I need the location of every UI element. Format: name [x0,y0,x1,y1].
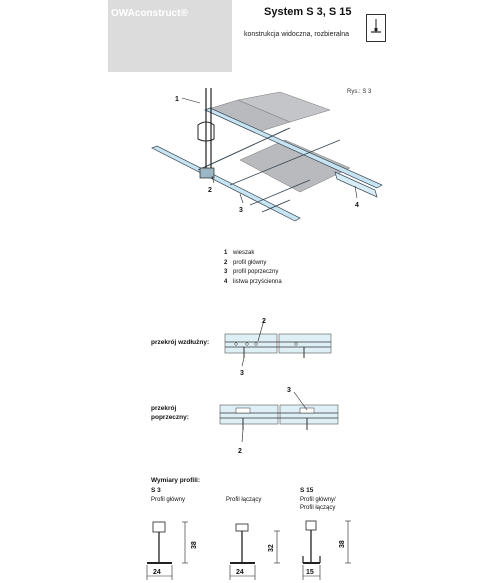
legend-item: 4 listwa przyścienna [224,278,282,285]
profile-s3-connector-drawing [230,524,280,580]
section-long-callout-bottom: 3 [240,370,244,377]
profile-s15-height: 38 [339,540,346,548]
profile-s15-drawing [303,521,351,580]
s15-label: S 15 [300,487,314,494]
callout-3: 3 [239,207,243,214]
s3-label: S 3 [151,487,161,494]
page-subtitle: konstrukcja widoczna, rozbieralna [244,31,350,38]
dimensions-title: Wymiary profili: [151,477,201,484]
profile-s3-main-drawing [147,522,198,580]
callout-4: 4 [355,202,359,209]
profile-s3-connector-width: 24 [236,569,244,576]
profile-s15-label-line1: Profil główny/ [300,497,336,503]
longitudinal-section-drawing [225,318,331,377]
longitudinal-section-label: przekrój wzdłużny: [151,339,210,346]
legend [224,249,282,287]
profile-s15-label-line2: Profil łączący [300,505,336,511]
profile-s3-main-width: 24 [153,569,161,576]
cross-profile-3 [250,180,310,205]
legend-item: 2 profil główny [224,259,267,266]
section-trans-callout-top: 3 [287,387,291,394]
figure-reference: Rys.: S 3 [347,89,372,95]
legend-item: 1 wieszak [224,250,255,256]
profile-s15-width: 15 [306,569,314,576]
profile-s3-connector-label: Profil łączący [226,497,262,503]
profile-s3-main-label: Profil główny [151,497,186,503]
transverse-section-label-line2: poprzeczny: [151,414,189,421]
callout-1: 1 [175,96,179,103]
brand-logo: OWAconstruct® [111,8,188,19]
section-trans-callout-bottom: 2 [238,448,242,455]
callout-2: 2 [208,187,212,194]
transverse-section-drawing [220,387,338,455]
profile-s3-connector-height: 32 [268,544,275,552]
section-long-callout-top: 2 [262,318,266,325]
legend-item: 3 profil poprzeczny [224,269,279,275]
page-title: System S 3, S 15 [264,6,352,18]
transverse-section-label-line1: przekrój [151,405,177,412]
profile-s3-main-height: 38 [191,541,198,549]
